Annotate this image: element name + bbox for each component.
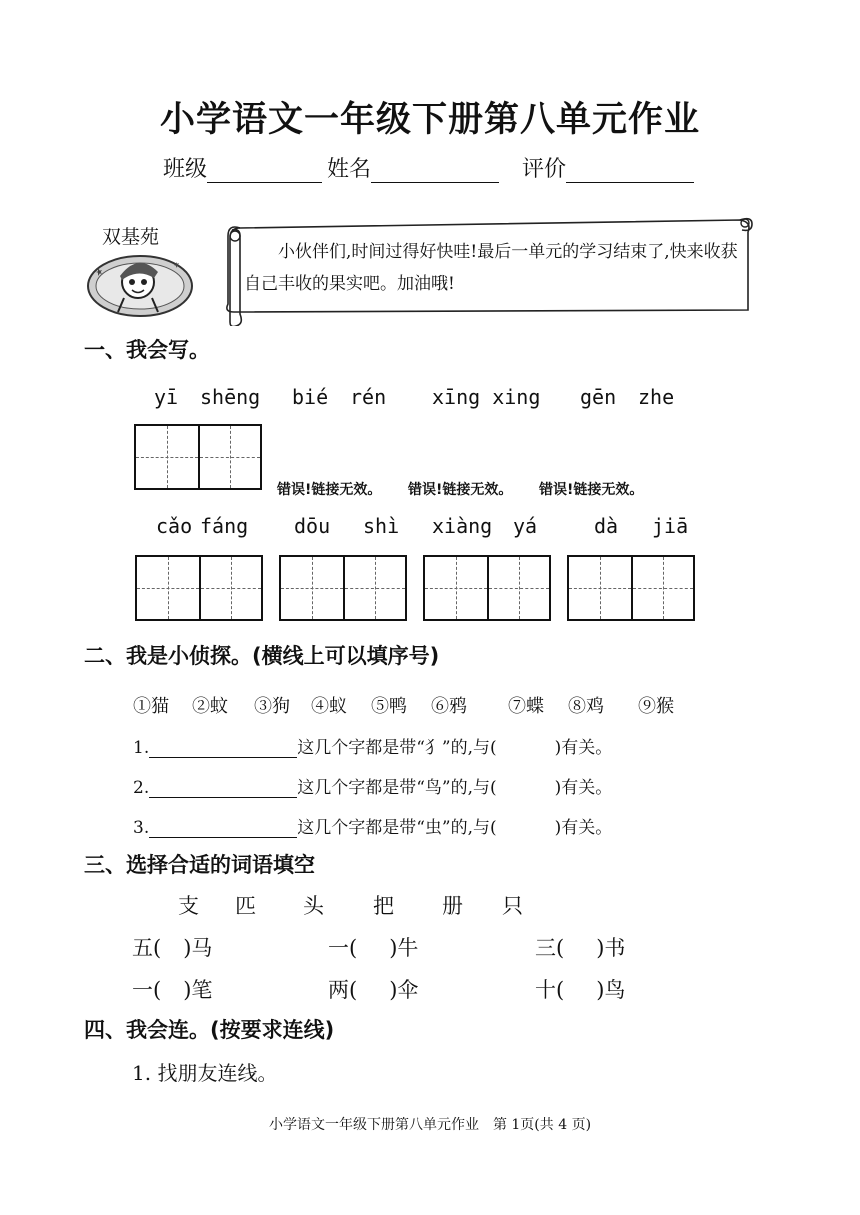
line-number: 1. — [133, 738, 150, 758]
pinyin-gen: gēn — [580, 385, 617, 409]
grid-cell[interactable] — [198, 426, 260, 488]
fill-pre: 五( — [132, 936, 162, 960]
fill-item — [328, 974, 418, 1004]
writing-grid[interactable] — [135, 555, 263, 621]
line-text: 这几个字都是带“鸟”的,与( — [297, 778, 497, 798]
grid-cell[interactable] — [281, 557, 343, 619]
cartoon-kid-icon — [84, 248, 196, 318]
writing-grid[interactable] — [279, 555, 407, 621]
fill-item — [132, 974, 212, 1004]
fill-pre: 十( — [535, 978, 565, 1002]
class-field — [163, 152, 322, 183]
fill-pre: 两( — [328, 978, 358, 1002]
grid-cell[interactable] — [136, 426, 198, 488]
detective-line — [133, 773, 612, 798]
pinyin-ren: rén — [350, 385, 387, 409]
class-blank[interactable] — [207, 158, 322, 183]
name-field — [327, 152, 499, 183]
fill-post: )伞 — [389, 978, 419, 1002]
grid-cell[interactable] — [425, 557, 487, 619]
bank-word: 头 — [303, 894, 324, 918]
writing-grid[interactable] — [423, 555, 551, 621]
line-number: 2. — [133, 778, 150, 798]
pinyin-fang: fáng — [200, 514, 249, 538]
pinyin-dou: dōu — [294, 514, 331, 538]
name-blank[interactable] — [371, 158, 499, 183]
section2-heading: 二、我是小侦探。(横线上可以填序号) — [84, 644, 440, 668]
char-item: ⑦蝶 — [508, 696, 544, 717]
line-end: )有关。 — [554, 738, 613, 758]
section4-subheading: 1. 找朋友连线。 — [132, 1061, 278, 1085]
error-link[interactable]: 错误!链接无效。 — [277, 482, 382, 498]
pinyin-xiang: xiàng — [432, 514, 493, 538]
pinyin-da: dà — [594, 514, 619, 538]
pinyin-bie: bié — [292, 385, 329, 409]
error-link[interactable]: 错误!链接无效。 — [408, 482, 513, 498]
line-number: 3. — [133, 818, 150, 838]
char-item: ④蚁 — [311, 696, 347, 717]
bank-word: 支 — [178, 894, 199, 918]
detective-line — [133, 733, 612, 758]
line-end: )有关。 — [554, 818, 613, 838]
pinyin-ya: yá — [513, 514, 538, 538]
char-item: ②蚊 — [192, 696, 228, 717]
error-link[interactable]: 错误!链接无效。 — [539, 482, 644, 498]
writing-grid[interactable] — [567, 555, 695, 621]
shuangjiyuan-logo — [84, 222, 196, 318]
grid-cell[interactable] — [343, 557, 405, 619]
char-item: ⑥鸦 — [431, 696, 467, 717]
writing-grid[interactable] — [134, 424, 262, 490]
fill-post: )牛 — [389, 936, 419, 960]
fill-item — [132, 932, 212, 962]
pinyin-cao: cǎo — [156, 514, 193, 538]
name-label: 姓名 — [327, 157, 372, 182]
char-item: ①猫 — [133, 696, 169, 717]
line-text: 这几个字都是带“犭”的,与( — [297, 738, 497, 758]
fill-item — [535, 974, 625, 1004]
grid-cell[interactable] — [569, 557, 631, 619]
grid-cell[interactable] — [631, 557, 693, 619]
char-item: ⑨猴 — [638, 696, 674, 717]
section4-heading: 四、我会连。(按要求连线) — [84, 1018, 335, 1042]
bank-word: 册 — [442, 894, 463, 918]
fill-pre: 一( — [328, 936, 358, 960]
fill-item — [535, 932, 625, 962]
pinyin-shi: shì — [363, 514, 400, 538]
pinyin-yi: yī — [154, 385, 179, 409]
char-item: ⑤鸭 — [371, 696, 407, 717]
grade-label: 评价 — [522, 157, 567, 182]
page-title: 小学语文一年级下册第八单元作业 — [159, 100, 700, 140]
class-label: 班级 — [163, 157, 208, 182]
pinyin-sheng: shēng — [200, 385, 261, 409]
line-end: )有关。 — [554, 778, 613, 798]
section1-heading: 一、我会写。 — [84, 338, 210, 362]
fill-item — [328, 932, 418, 962]
fill-pre: 三( — [535, 936, 565, 960]
page-footer: 小学语文一年级下册第八单元作业 第 1页(共 4 页) — [268, 1117, 592, 1133]
pinyin-zhe: zhe — [638, 385, 675, 409]
intro-message: 小伙伴们,时间过得好快哇!最后一单元的学习结束了,快来收获自己丰收的果实吧。加油哦! — [244, 242, 738, 294]
fill-post: )马 — [183, 936, 213, 960]
fill-pre: 一( — [132, 978, 162, 1002]
fill-post: )书 — [596, 936, 626, 960]
pinyin-xingxing: xīng xing — [432, 385, 541, 409]
section3-heading: 三、选择合适的词语填空 — [84, 853, 315, 877]
char-item: ⑧鸡 — [568, 696, 604, 717]
bank-word: 匹 — [235, 894, 256, 918]
grid-cell[interactable] — [199, 557, 261, 619]
grade-field — [522, 152, 694, 183]
fill-post: )笔 — [183, 978, 213, 1002]
char-item: ③狗 — [254, 696, 290, 717]
logo-text: 双基苑 — [102, 226, 160, 248]
answer-line[interactable] — [149, 817, 297, 838]
pinyin-jia: jiā — [652, 514, 689, 538]
bank-word: 只 — [502, 894, 523, 918]
bank-word: 把 — [373, 894, 394, 918]
grade-blank[interactable] — [566, 158, 694, 183]
detective-line — [133, 813, 612, 838]
grid-cell[interactable] — [137, 557, 199, 619]
answer-line[interactable] — [149, 777, 297, 798]
line-text: 这几个字都是带“虫”的,与( — [297, 818, 497, 838]
fill-post: )鸟 — [596, 978, 626, 1002]
grid-cell[interactable] — [487, 557, 549, 619]
answer-line[interactable] — [149, 737, 297, 758]
